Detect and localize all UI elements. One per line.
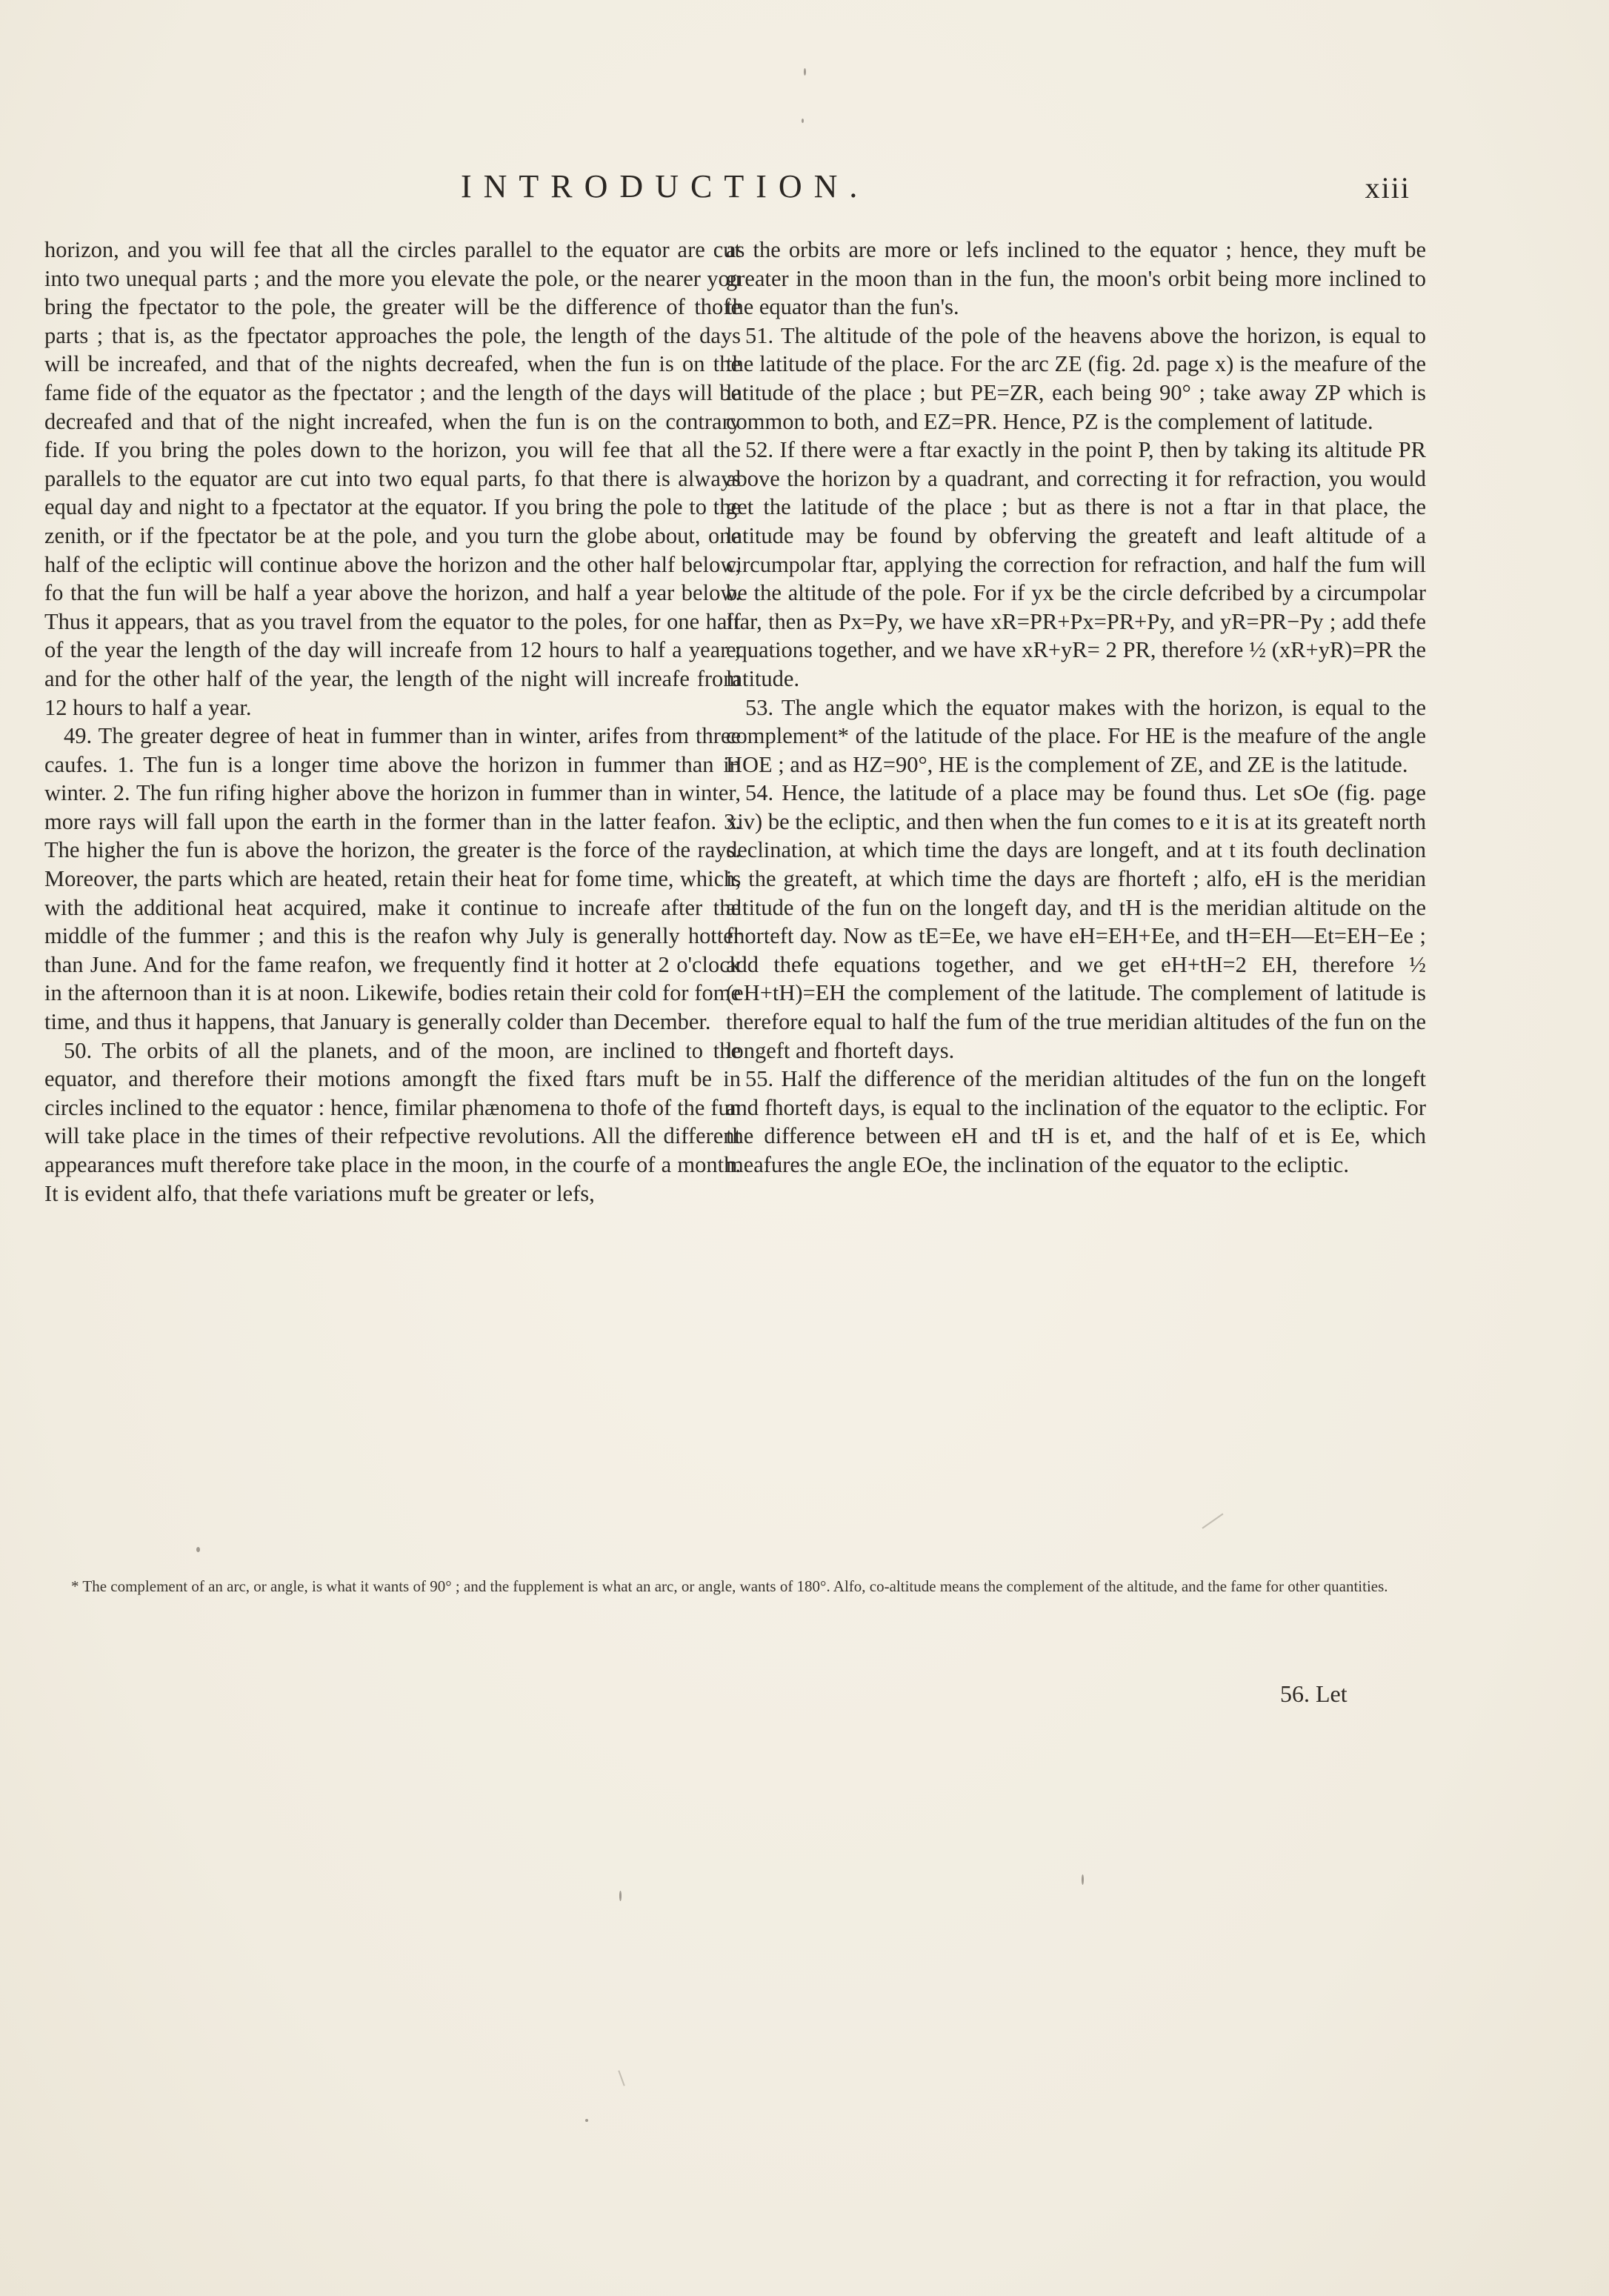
paragraph-50: 50. The orbits of all the planets, and of the moon, are inclined to the equator, and therefore their motions amongft the fixed ftars muft be in circles inclined to the equator : hence, fimilar phænomena to thofe of the fun will take place in the times of their refpective revolutions. All the different appearances muft therefore take place in the moon, in the courfe of a month. It is evident alfo, that thefe variations muft be greater or lefs,	[44, 1037, 741, 1206]
stray-mark	[1202, 1513, 1224, 1528]
paragraph-55: 55. Half the difference of the meridian altitudes of the fun on the longeft and fhorteft days, is equal to the inclination of the equator to the ecliptic. For the difference between eH and tH is et, and the half of et is Ee, which meafures the angle EOe, the inclination of the equator to the ecliptic.	[726, 1066, 1426, 1177]
page-title: INTRODUCTION.	[461, 168, 870, 204]
footnote-text: * The complement of an arc, or angle, is what it wants of 90° ; and the fupplement is what an arc, or angle, wants of 180°. Alfo, co-altitude means the complement of the altitude, and the fame for other quantities.	[71, 1577, 1388, 1595]
paper-speck	[1082, 1874, 1084, 1885]
paper-speck	[802, 119, 804, 123]
paper-speck	[619, 1891, 622, 1901]
paragraph-54: 54. Hence, the latitude of a place may be found thus. Let sOe (fig. page xiv) be the ecliptic, and then when the fun comes to e it is at its greateft north declination, at which time the days are longeft, and at t its fouth declination is the greateft, at which time the days are fhorteft ; alfo, eH is the meridian altitude of the fun on the longeft day, and tH is the meridian altitude on the fhorteft day. Now as tE=Ee, we have eH=EH+Ee, and tH=EH—Et=EH−Ee ; add thefe equations together, and we get eH+tH=2 EH, therefore ½ (eH+tH)=EH the complement of the latitude. The complement of latitude is therefore equal to half the fum of the true meridian altitudes of the fun on the longeft and fhorteft days.	[726, 780, 1426, 1063]
paper-speck	[804, 68, 806, 76]
catchword: 56. Let	[1280, 1680, 1348, 1707]
paragraph-52: 52. If there were a ftar exactly in the point P, then by taking its altitude PR above the horizon by a quadrant, and correcting it for refraction, you would get the latitude of the place ; but as there is not a ftar in that place, the latitude may be found by obferving the greateft and leaft altitude of a circumpolar ftar, applying the correction for refraction, and half the fum will be the altitude of the pole. For if yx be the circle defcribed by a circumpolar ftar, then as Px=Py, we have xR=PR+Px=PR+Py, and yR=PR−Py ; add thefe equations together, and we have xR+yR= 2 PR, therefore ½ (xR+yR)=PR the latitude.	[726, 437, 1426, 691]
stray-mark	[618, 2070, 624, 2086]
paragraph-51: 51. The altitude of the pole of the heavens above the horizon, is equal to the latitude of the place. For the arc ZE (fig. 2d. page x) is the meafure of the latitude of the place ; but PE=ZR, each being 90° ; take away ZP which is common to both, and EZ=PR. Hence, PZ is the complement of latitude.	[726, 322, 1426, 434]
right-column	[726, 236, 1426, 1179]
paragraph-continued: horizon, and you will fee that all the circles parallel to the equator are cut into two unequal parts ; and the more you elevate the pole, or the nearer you bring the fpectator to the pole, the greater will be the difference of thofe parts ; that is, as the fpectator approaches the pole, the length of the days will be increafed, and that of the nights decreafed, when the fun is on the fame fide of the equator as the fpectator ; and the length of the days will be decreafed and that of the night increafed, when the fun is on the contrary fide. If you bring the poles down to the horizon, you will fee that all the parallels to the equator are cut into two equal parts, fo that there is always equal day and night to a fpectator at the equator. If you bring the pole to the zenith, or if the fpectator be at the pole, and you turn the globe about, one half of the ecliptic will continue above the horizon and the other half below, fo that the fun will be half a year above the horizon, and half a year below. Thus it appears, that as you travel from the equator to the poles, for one half of the year the length of the day will increafe from 12 hours to half a year ; and for the other half of the year, the length of the night will increafe from 12 hours to half a year.	[44, 237, 741, 720]
paragraph-49: 49. The greater degree of heat in fummer than in winter, arifes from three caufes. 1. The fun is a longer time above the horizon in fummer than in winter. 2. The fun rifing higher above the horizon in fummer than in winter, more rays will fall upon the earth in the former than in the latter feafon. 3. The higher the fun is above the horizon, the greater is the force of the rays. Moreover, the parts which are heated, retain their heat for fome time, which, with the additional heat acquired, make it continue to increafe after the middle of the fummer ; and this is the reafon why July is generally hotter than June. And for the fame reafon, we frequently find it hotter at 2 o'clock in the afternoon than it is at noon. Likewife, bodies retain their cold for fome time, and thus it happens, that January is generally colder than December.	[44, 723, 741, 1035]
running-head	[0, 167, 1609, 212]
footnote	[44, 1575, 1437, 1597]
paragraph-53: 53. The angle which the equator makes with the horizon, is equal to the complement* of the latitude of the place. For HE is the meafure of the angle HOE ; and as HZ=90°, HE is the complement of ZE, and ZE is the latitude.	[726, 694, 1426, 777]
paragraph-50-continued: as the orbits are more or lefs inclined to the equator ; hence, they muft be greater in the moon than in the fun, the moon's orbit being more inclined to the equator than the fun's.	[726, 237, 1426, 320]
page-number: xiii	[1365, 171, 1410, 204]
paper-speck	[196, 1547, 200, 1552]
paper-speck	[585, 2119, 588, 2122]
left-column	[44, 236, 741, 1208]
